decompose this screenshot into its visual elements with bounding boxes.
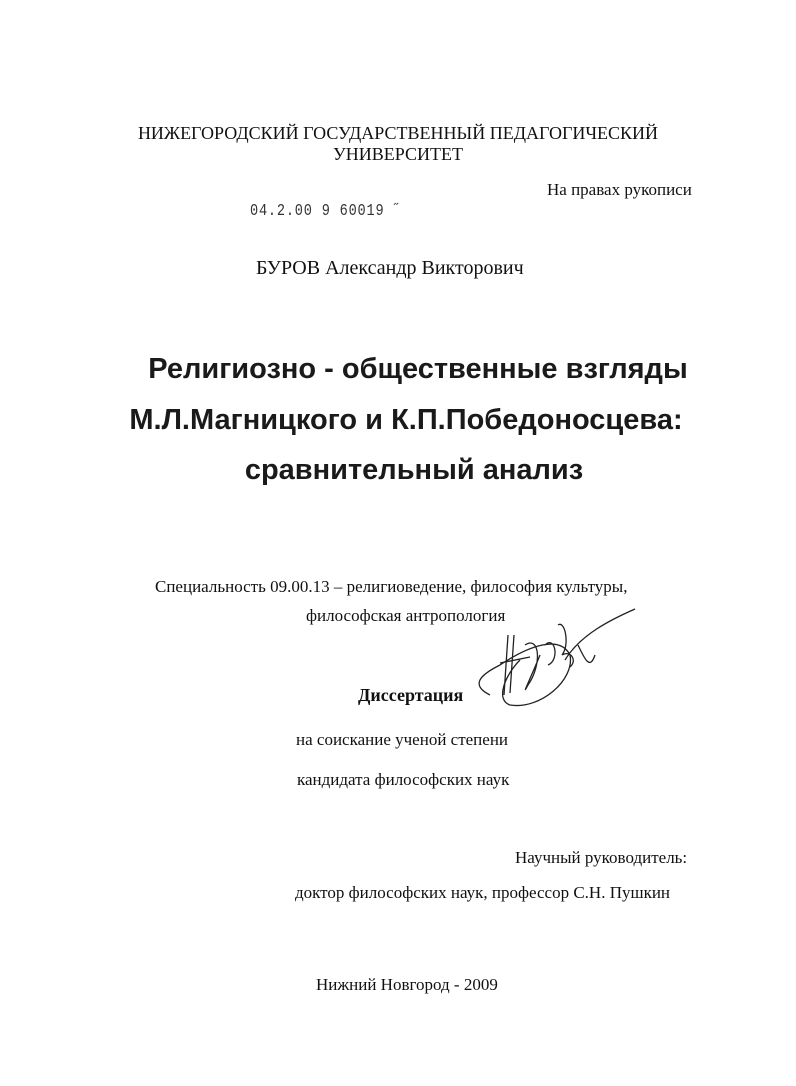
thesis-title-line3: сравнительный анализ (244, 454, 584, 486)
manuscript-rights-note: На правах рукописи (547, 180, 692, 199)
thesis-title-line2: М.Л.Магницкого и К.П.Победоносцева: (129, 404, 683, 436)
thesis-title-line1: Религиозно - общественные взгляды (148, 353, 688, 385)
specialty-line1: Специальность 09.00.13 – религиоведение, философия культуры, (155, 577, 628, 596)
degree-line2: кандидата философских наук (297, 770, 510, 789)
document-type: Диссертация (358, 685, 464, 705)
place-and-year: Нижний Новгород - 2009 (316, 975, 498, 994)
author-name: БУРОВ Александр Викторович (256, 257, 524, 279)
university-name-line1: НИЖЕГОРОДСКИЙ ГОСУДАРСТВЕННЫЙ ПЕДАГОГИЧЕСКИЙ (137, 123, 659, 143)
library-stamp-number: 04.2.00 9 60019 ˝ (250, 202, 403, 221)
university-name-line2: УНИВЕРСИТЕТ (333, 144, 463, 164)
specialty-line2: философская антропология (306, 606, 506, 625)
signature (470, 605, 640, 715)
supervisor-name: доктор философских наук, профессор С.Н. Пушкин (295, 883, 671, 902)
degree-line1: на соискание ученой степени (296, 730, 509, 749)
supervisor-label: Научный руководитель: (515, 848, 688, 867)
